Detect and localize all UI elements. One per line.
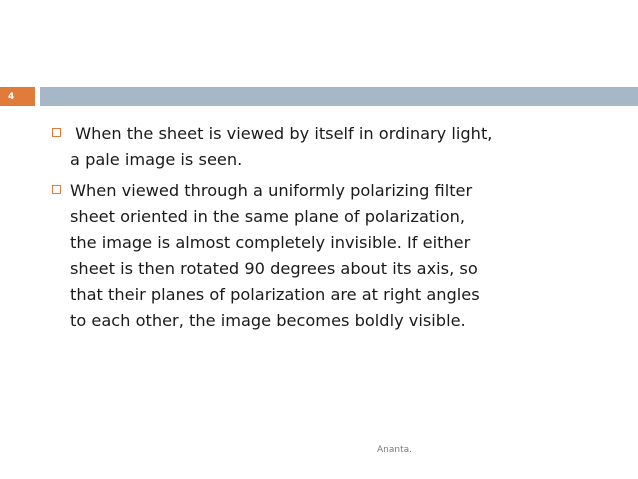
bullet-line: sheet oriented in the same plane of polarization, (70, 207, 466, 226)
square-bullet-icon (52, 128, 61, 137)
bullet-line: sheet is then rotated 90 degrees about its axis, so (70, 259, 478, 278)
title-bar (40, 87, 638, 106)
bullet-line: to each other, the image becomes boldly visible. (70, 311, 466, 330)
bullet-line: that their planes of polarization are at right angles (70, 285, 480, 304)
bullet-line: the image is almost completely invisible. If either (70, 233, 471, 252)
bullet-item (52, 178, 612, 334)
bullet-item (52, 121, 612, 173)
square-bullet-icon (52, 185, 61, 194)
slide-content (52, 121, 612, 339)
bullet-line: a pale image is seen. (70, 150, 243, 169)
slide-number: 4 (0, 87, 35, 106)
bullet-line: When viewed through a uniformly polarizing filter (70, 181, 473, 200)
bullet-line: When the sheet is viewed by itself in ordinary light, (70, 124, 493, 143)
footer-author: Ananta. (377, 445, 412, 455)
